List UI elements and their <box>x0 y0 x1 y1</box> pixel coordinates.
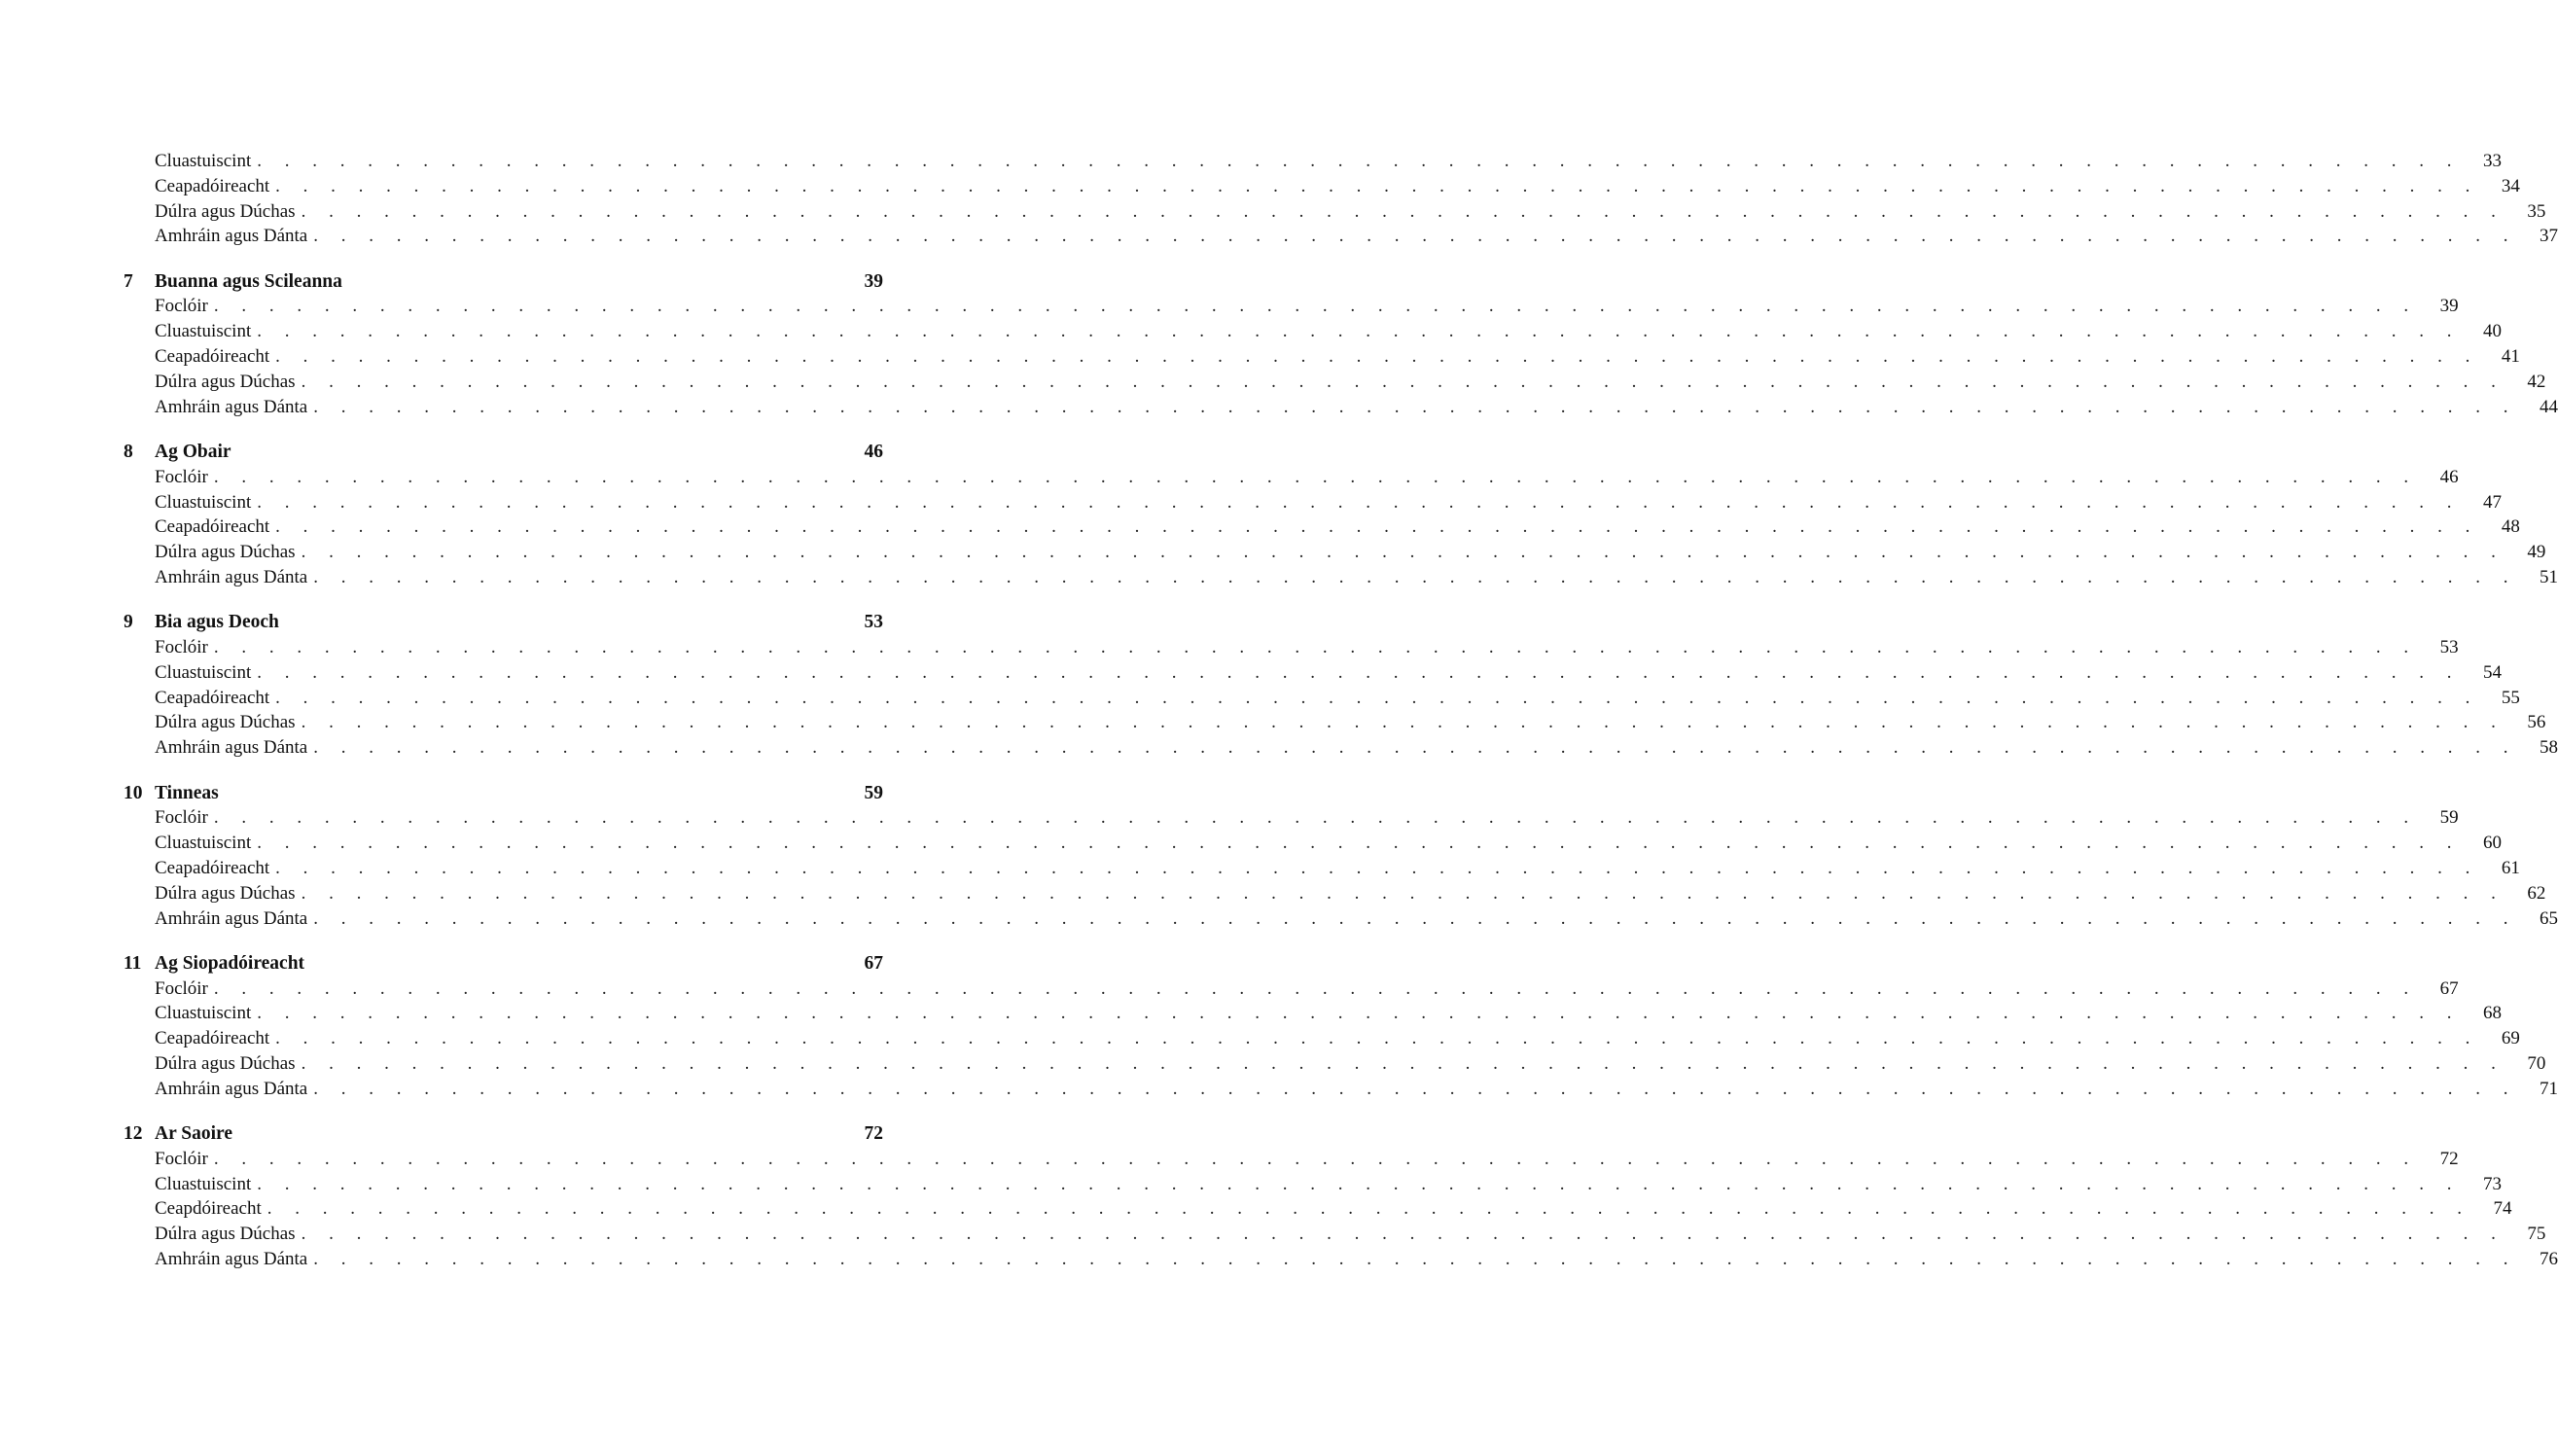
dot-leader: . . . . . . . . . . . . . . . . . . . . . . . . . . . . . . . . . . . . . . . . . . . . . . . . . . . . . . . . . . . . . . . . . . . . . . . . . . . . . . . . <box>257 661 2461 683</box>
toc-entry-page: 55 <box>2501 687 2520 708</box>
dot-leader: . . . . . . . . . . . . . . . . . . . . . . . . . . . . . . . . . . . . . . . . . . . . . . . . . . . . . . . . . . . . . . . . . . . . . . . . . . . . . . . . <box>275 687 2479 708</box>
toc-entry[interactable] <box>124 1026 2520 1051</box>
dot-leader: . . . . . . . . . . . . . . . . . . . . . . . . . . . . . . . . . . . . . . . . . . . . . . . . . . . . . . . . . . . . . . . . . . . . . . . . . . . . . . . . <box>313 737 2517 759</box>
toc-entry-label: Ceapadóireacht <box>155 1028 270 1049</box>
toc-entry[interactable] <box>124 565 2558 590</box>
toc-entry-page: 60 <box>2482 833 2502 854</box>
dot-leader: . . . . . . . . . . . . . . . . . . . . . . . . . . . . . . . . . . . . . . . . . . . . . . . . . . . . . . . . . . . . . . . . . . . . . . . . . . . . . . . . <box>257 151 2461 171</box>
toc-entry-page: 76 <box>2539 1249 2558 1270</box>
toc-entry[interactable] <box>124 735 2558 761</box>
toc-entry[interactable] <box>124 199 2546 225</box>
toc-entry[interactable] <box>124 831 2502 856</box>
dot-leader: . . . . . . . . . . . . . . . . . . . . . . . . . . . . . . . . . . . . . . . . . . . . . . . . . . . . . . . . . . . . . . . . . . . . . . . . . . . . . . . . <box>275 516 2479 538</box>
toc-entry[interactable] <box>124 515 2520 540</box>
dot-leader: . . . . . . . . . . . . . . . . . . . . . . . . . . . . . . . . . . . . . . . . . . . . . . . . . . . . . . . . . . . . . . . . . . . . . . . . . . . . . . . . <box>313 907 2517 929</box>
dot-leader: . . . . . . . . . . . . . . . . . . . . . . . . . . . . . . . . . . . . . . . . . . . . . . . . . . . . . . . . . . . . . . . . . . . . . . . . . . . . . . . . <box>257 833 2461 854</box>
toc-entry-label: Ceapadóireacht <box>155 687 270 708</box>
chapter-section <box>124 440 2558 590</box>
dot-leader: . . . . . . . . . . . . . . . . . . . . . . . . . . . . . . . . . . . . . . . . . . . . . . . . . . . . . . . . . . . . . . . . . . . . . . . . . . . . . . . . <box>275 1028 2479 1049</box>
toc-entry-page: 37 <box>2539 226 2558 247</box>
toc-entry-label: Foclóir <box>155 637 208 658</box>
toc-entry-page: 34 <box>2501 175 2520 196</box>
dot-leader: . . . . . . . . . . . . . . . . . . . . . . . . . . . . . . . . . . . . . . . . . . . . . . . . . . . . . . . . . . . . . . . . . . . . . . . . . . . . . . . . <box>313 226 2517 247</box>
toc-entry[interactable] <box>124 174 2520 199</box>
toc-entry[interactable] <box>124 1172 2502 1197</box>
toc-entry-label: Dúlra agus Dúchas <box>155 882 296 904</box>
dot-leader: . . . . . . . . . . . . . . . . . . . . . . . . . . . . . . . . . . . . . . . . . . . . . . . . . . . . . . . . . . . . . . . . . . . . . . . . . . . . . . . . <box>213 977 2418 999</box>
toc-entry-page: 72 <box>2439 1148 2459 1169</box>
toc-entry-page: 61 <box>2501 857 2520 878</box>
toc-entry-label: Cluastuiscint <box>155 661 252 683</box>
toc-entry-label: Dúlra agus Dúchas <box>155 371 296 392</box>
toc-entry-label: Dúlra agus Dúchas <box>155 200 296 222</box>
toc-entry[interactable] <box>124 490 2502 515</box>
dot-leader: . . . . . . . . . . . . . . . . . . . . . . . . . . . . . . . . . . . . . . . . . . . . . . . . . . . . . . . . . . . . . . . . . . . . . . . . . . . . . . . . <box>213 296 2418 317</box>
toc-entry[interactable] <box>124 660 2502 686</box>
dot-leader: . . . . . . . . . . . . . . . . . . . . . . . . . . . . . . . . . . . . . . . . . . . . . . . . . . . . . . . . . . . . . . . . . . . . . . . . . . . . . . . . <box>257 491 2461 513</box>
toc-entry-label: Foclóir <box>155 977 208 999</box>
toc-entry[interactable] <box>124 1222 2546 1247</box>
chapter-page: 53 <box>864 612 883 633</box>
toc-entry-page: 44 <box>2539 396 2558 417</box>
toc-entry-page: 68 <box>2482 1003 2502 1024</box>
table-of-contents <box>124 149 2558 1272</box>
toc-entry-page: 53 <box>2439 637 2459 658</box>
toc-entry-page: 58 <box>2539 737 2558 759</box>
toc-entry-page: 42 <box>2527 371 2546 392</box>
toc-entry-label: Amhráin agus Dánta <box>155 396 308 417</box>
toc-entry-label: Amhráin agus Dánta <box>155 907 308 929</box>
toc-entry-label: Foclóir <box>155 1148 208 1169</box>
toc-entry[interactable] <box>124 805 2459 831</box>
toc-entry[interactable] <box>124 881 2546 906</box>
toc-entry-label: Ceapadóireacht <box>155 857 270 878</box>
toc-entry-label: Dúlra agus Dúchas <box>155 712 296 733</box>
chapter-section <box>124 269 2558 420</box>
chapter-heading[interactable] <box>124 440 883 465</box>
toc-entry-page: 75 <box>2527 1224 2546 1245</box>
toc-entry-label: Cluastuiscint <box>155 833 252 854</box>
toc-entry-label: Ceapdóireacht <box>155 1198 262 1220</box>
dot-leader: . . . . . . . . . . . . . . . . . . . . . . . . . . . . . . . . . . . . . . . . . . . . . . . . . . . . . . . . . . . . . . . . . . . . . . . . . . . . . . . . <box>213 807 2418 829</box>
chapter-title: Ag Obair <box>155 441 231 462</box>
dot-leader: . . . . . . . . . . . . . . . . . . . . . . . . . . . . . . . . . . . . . . . . . . . . . . . . . . . . . . . . . . . . . . . . . . . . . . . . . . . . . . . . <box>301 1053 2505 1074</box>
toc-entry-page: 46 <box>2439 466 2459 487</box>
dot-leader: . . . . . . . . . . . . . . . . . . . . . . . . . . . . . . . . . . . . . . . . . . . . . . . . . . . . . . . . . . . . . . . . . . . . . . . . . . . . . . . . <box>257 1003 2461 1024</box>
toc-entry-page: 51 <box>2539 566 2558 587</box>
toc-entry-page: 41 <box>2501 346 2520 368</box>
toc-entry-page: 73 <box>2482 1173 2502 1194</box>
dot-leader: . . . . . . . . . . . . . . . . . . . . . . . . . . . . . . . . . . . . . . . . . . . . . . . . . . . . . . . . . . . . . . . . . . . . . . . . . . . . . . . . <box>301 1224 2505 1245</box>
dot-leader: . . . . . . . . . . . . . . . . . . . . . . . . . . . . . . . . . . . . . . . . . . . . . . . . . . . . . . . . . . . . . . . . . . . . . . . . . . . . . . . . <box>213 1148 2418 1169</box>
toc-entry-label: Foclóir <box>155 296 208 317</box>
toc-entry-label: Amhráin agus Dánta <box>155 1249 308 1270</box>
toc-entry[interactable] <box>124 1196 2512 1222</box>
toc-entry-page: 39 <box>2439 296 2459 317</box>
toc-entry-label: Dúlra agus Dúchas <box>155 1224 296 1245</box>
toc-entry[interactable] <box>124 635 2459 660</box>
chapter-heading[interactable] <box>124 951 883 977</box>
toc-entry[interactable] <box>124 856 2520 881</box>
dot-leader: . . . . . . . . . . . . . . . . . . . . . . . . . . . . . . . . . . . . . . . . . . . . . . . . . . . . . . . . . . . . . . . . . . . . . . . . . . . . . . . . <box>275 346 2479 368</box>
chapter-number: 8 <box>124 441 133 462</box>
toc-entry-page: 65 <box>2539 907 2558 929</box>
toc-entry-page: 74 <box>2493 1198 2512 1220</box>
dot-leader: . . . . . . . . . . . . . . . . . . . . . . . . . . . . . . . . . . . . . . . . . . . . . . . . . . . . . . . . . . . . . . . . . . . . . . . . . . . . . . . . <box>213 637 2418 658</box>
chapter-page: 46 <box>864 441 883 462</box>
toc-entry-label: Ceapadóireacht <box>155 516 270 538</box>
dot-leader: . . . . . . . . . . . . . . . . . . . . . . . . . . . . . . . . . . . . . . . . . . . . . . . . . . . . . . . . . . . . . . . . . . . . . . . . . . . . . . . . <box>266 1198 2471 1220</box>
toc-entry-label: Cluastuiscint <box>155 1003 252 1024</box>
toc-entry-label: Amhráin agus Dánta <box>155 737 308 759</box>
toc-entry-label: Amhráin agus Dánta <box>155 226 308 247</box>
toc-entry-page: 33 <box>2482 151 2502 171</box>
toc-entry-label: Dúlra agus Dúchas <box>155 542 296 563</box>
chapter-title: Tinneas <box>155 782 219 803</box>
toc-entry-page: 70 <box>2527 1053 2546 1074</box>
dot-leader: . . . . . . . . . . . . . . . . . . . . . . . . . . . . . . . . . . . . . . . . . . . . . . . . . . . . . . . . . . . . . . . . . . . . . . . . . . . . . . . . <box>301 712 2505 733</box>
toc-entry-label: Dúlra agus Dúchas <box>155 1053 296 1074</box>
dot-leader: . . . . . . . . . . . . . . . . . . . . . . . . . . . . . . . . . . . . . . . . . . . . . . . . . . . . . . . . . . . . . . . . . . . . . . . . . . . . . . . . <box>313 396 2517 417</box>
toc-entry-page: 67 <box>2439 977 2459 999</box>
dot-leader: . . . . . . . . . . . . . . . . . . . . . . . . . . . . . . . . . . . . . . . . . . . . . . . . . . . . . . . . . . . . . . . . . . . . . . . . . . . . . . . . <box>313 566 2517 587</box>
toc-entry[interactable] <box>124 977 2459 1002</box>
toc-entry-label: Ceapadóireacht <box>155 175 270 196</box>
toc-entry[interactable] <box>124 906 2558 932</box>
chapter-number: 11 <box>124 952 142 974</box>
toc-entry[interactable] <box>124 1247 2558 1272</box>
dot-leader: . . . . . . . . . . . . . . . . . . . . . . . . . . . . . . . . . . . . . . . . . . . . . . . . . . . . . . . . . . . . . . . . . . . . . . . . . . . . . . . . <box>301 882 2505 904</box>
dot-leader: . . . . . . . . . . . . . . . . . . . . . . . . . . . . . . . . . . . . . . . . . . . . . . . . . . . . . . . . . . . . . . . . . . . . . . . . . . . . . . . . <box>213 466 2418 487</box>
toc-entry-page: 56 <box>2527 712 2546 733</box>
toc-entry-page: 59 <box>2439 807 2459 829</box>
chapter-number: 10 <box>124 782 143 803</box>
chapter-title: Bia agus Deoch <box>155 612 279 633</box>
dot-leader: . . . . . . . . . . . . . . . . . . . . . . . . . . . . . . . . . . . . . . . . . . . . . . . . . . . . . . . . . . . . . . . . . . . . . . . . . . . . . . . . <box>301 371 2505 392</box>
toc-entry-label: Cluastuiscint <box>155 321 252 342</box>
toc-entry[interactable] <box>124 370 2546 395</box>
toc-entry[interactable] <box>124 540 2546 565</box>
toc-entry[interactable] <box>124 344 2520 370</box>
toc-entry[interactable] <box>124 1051 2546 1077</box>
toc-entry[interactable] <box>124 710 2546 735</box>
dot-leader: . . . . . . . . . . . . . . . . . . . . . . . . . . . . . . . . . . . . . . . . . . . . . . . . . . . . . . . . . . . . . . . . . . . . . . . . . . . . . . . . <box>301 200 2505 222</box>
toc-entry-page: 69 <box>2501 1028 2520 1049</box>
toc-entry[interactable] <box>124 465 2459 490</box>
dot-leader: . . . . . . . . . . . . . . . . . . . . . . . . . . . . . . . . . . . . . . . . . . . . . . . . . . . . . . . . . . . . . . . . . . . . . . . . . . . . . . . . <box>313 1078 2517 1099</box>
toc-entry[interactable] <box>124 1001 2502 1026</box>
dot-leader: . . . . . . . . . . . . . . . . . . . . . . . . . . . . . . . . . . . . . . . . . . . . . . . . . . . . . . . . . . . . . . . . . . . . . . . . . . . . . . . . <box>301 542 2505 563</box>
chapter-title: Ag Siopadóireacht <box>155 952 305 974</box>
toc-entry-label: Amhráin agus Dánta <box>155 1078 308 1099</box>
toc-entry-label: Foclóir <box>155 807 208 829</box>
dot-leader: . . . . . . . . . . . . . . . . . . . . . . . . . . . . . . . . . . . . . . . . . . . . . . . . . . . . . . . . . . . . . . . . . . . . . . . . . . . . . . . . <box>275 857 2479 878</box>
chapter-section <box>124 1121 2558 1272</box>
dot-leader: . . . . . . . . . . . . . . . . . . . . . . . . . . . . . . . . . . . . . . . . . . . . . . . . . . . . . . . . . . . . . . . . . . . . . . . . . . . . . . . . <box>257 321 2461 342</box>
dot-leader: . . . . . . . . . . . . . . . . . . . . . . . . . . . . . . . . . . . . . . . . . . . . . . . . . . . . . . . . . . . . . . . . . . . . . . . . . . . . . . . . <box>275 175 2479 196</box>
chapter-heading[interactable] <box>124 610 883 635</box>
toc-entry-page: 40 <box>2482 321 2502 342</box>
chapter-number: 9 <box>124 612 133 633</box>
chapter-title: Buanna agus Scileanna <box>155 270 342 292</box>
chapter-section <box>124 951 2558 1102</box>
toc-entry-label: Cluastuiscint <box>155 151 252 171</box>
chapter-page: 67 <box>864 952 883 974</box>
toc-entry-label: Cluastuiscint <box>155 491 252 513</box>
toc-entry-page: 54 <box>2482 661 2502 683</box>
toc-entry[interactable] <box>124 686 2520 711</box>
toc-entry-label: Ceapadóireacht <box>155 346 270 368</box>
chapter-section <box>124 781 2558 932</box>
toc-entry[interactable] <box>124 1077 2558 1102</box>
toc-entry-label: Cluastuiscint <box>155 1173 252 1194</box>
toc-entry[interactable] <box>124 319 2502 344</box>
chapter-number: 12 <box>124 1123 143 1145</box>
chapter-page: 59 <box>864 782 883 803</box>
chapter-number: 7 <box>124 270 133 292</box>
toc-entry[interactable] <box>124 149 2502 174</box>
toc-entry-page: 71 <box>2539 1078 2558 1099</box>
toc-entry-page: 49 <box>2527 542 2546 563</box>
toc-entry[interactable] <box>124 224 2558 249</box>
toc-entry-page: 48 <box>2501 516 2520 538</box>
toc-entry[interactable] <box>124 1147 2459 1172</box>
toc-entry-page: 47 <box>2482 491 2502 513</box>
chapter-page: 39 <box>864 270 883 292</box>
chapter-title: Ar Saoire <box>155 1123 232 1145</box>
toc-entry-page: 62 <box>2527 882 2546 904</box>
dot-leader: . . . . . . . . . . . . . . . . . . . . . . . . . . . . . . . . . . . . . . . . . . . . . . . . . . . . . . . . . . . . . . . . . . . . . . . . . . . . . . . . <box>257 1173 2461 1194</box>
chapter-heading[interactable] <box>124 781 883 806</box>
toc-entry[interactable] <box>124 395 2558 420</box>
chapter-heading[interactable] <box>124 1121 883 1147</box>
dot-leader: . . . . . . . . . . . . . . . . . . . . . . . . . . . . . . . . . . . . . . . . . . . . . . . . . . . . . . . . . . . . . . . . . . . . . . . . . . . . . . . . <box>313 1249 2517 1270</box>
chapter-page: 72 <box>864 1123 883 1145</box>
toc-entry[interactable] <box>124 294 2459 319</box>
chapter-section <box>124 610 2558 761</box>
toc-entry-page: 35 <box>2527 200 2546 222</box>
toc-entry-label: Foclóir <box>155 466 208 487</box>
chapter-heading[interactable] <box>124 269 883 295</box>
toc-entry-label: Amhráin agus Dánta <box>155 566 308 587</box>
